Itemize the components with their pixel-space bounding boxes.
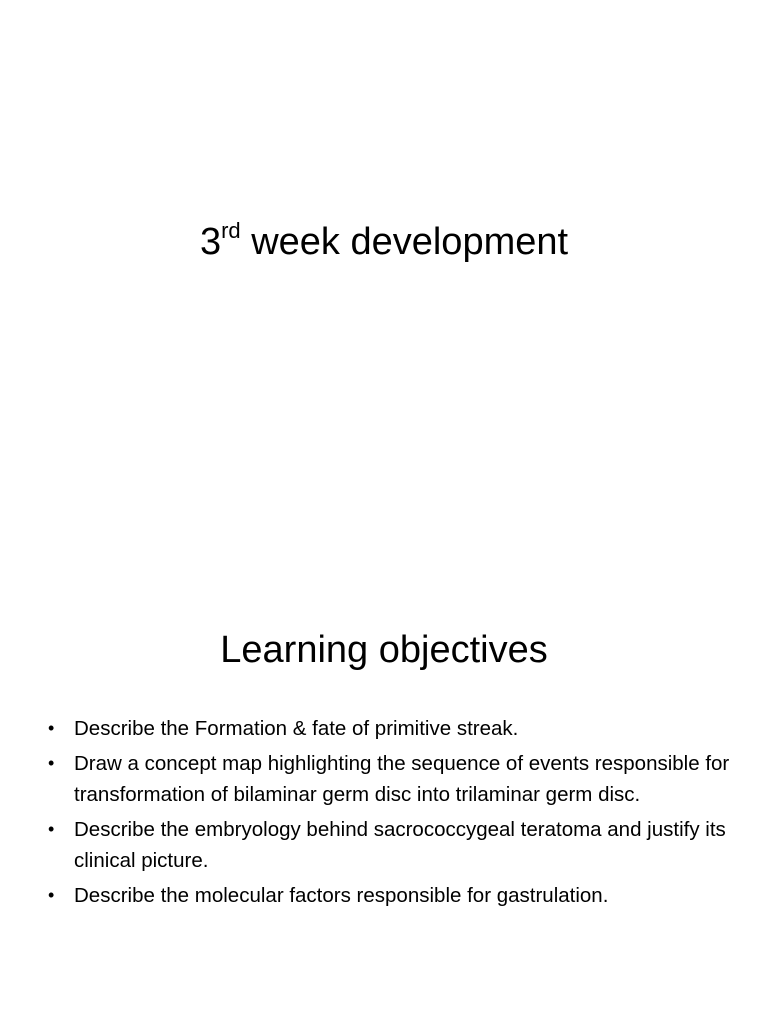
objective-text: Describe the Formation & fate of primitive streak. [74,717,519,740]
objective-item [46,880,736,911]
objective-item [46,713,736,744]
slide-learning-objectives [0,512,768,1024]
slide-title-heading [0,218,768,266]
bullet-icon: • [48,819,55,839]
title-rest-text: week development [240,221,569,263]
objectives-list [46,713,736,915]
bullet-icon: • [48,753,55,773]
title-ordinal-suffix: rd [221,218,241,243]
objective-text: Describe the embryology behind sacrococcygeal teratoma and justify its clinical picture. [74,818,726,872]
objectives-heading: Learning objectives [220,629,548,671]
bullet-icon: • [48,885,55,905]
objective-text: Describe the molecular factors responsible for gastrulation. [74,884,609,907]
objective-text: Draw a concept map highlighting the sequence of events responsible for transformation of bilaminar germ disc into trilaminar germ disc. [74,752,730,806]
bullet-icon: • [48,718,55,738]
title-ordinal-number: 3 [199,221,222,263]
objective-item [46,748,736,810]
objective-item [46,814,736,876]
